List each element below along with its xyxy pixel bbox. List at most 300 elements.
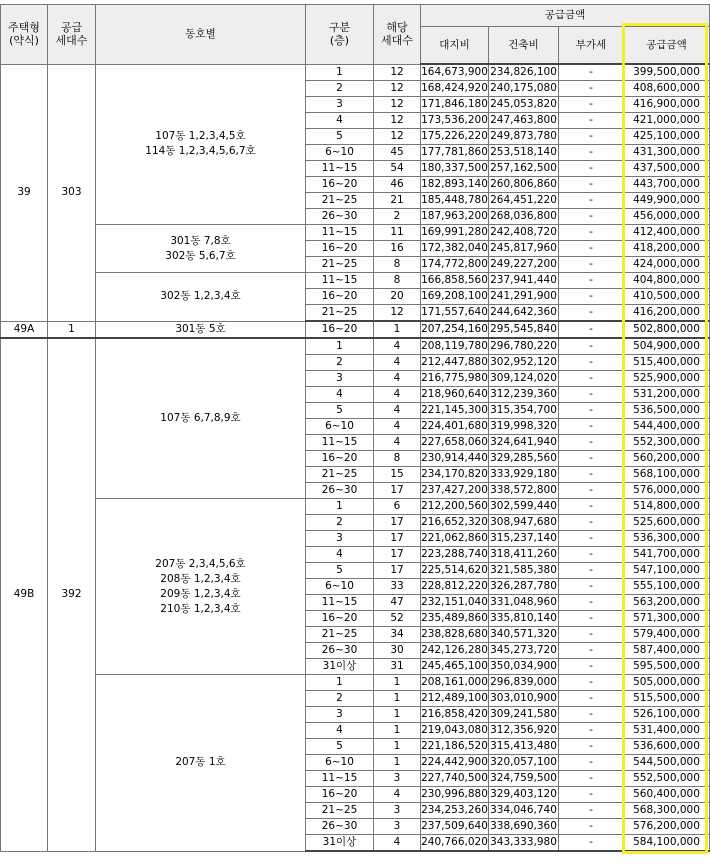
vat-cell: - (559, 755, 624, 771)
floor-cell: 11~15 (306, 273, 374, 289)
units-cell: 12 (374, 97, 421, 113)
floor-cell: 11~15 (306, 595, 374, 611)
building-cell: 338,572,800 (489, 483, 559, 499)
type-cell: 39 (1, 64, 48, 321)
floor-cell: 31이상 (306, 835, 374, 852)
vat-cell: - (559, 787, 624, 803)
floor-cell: 5 (306, 563, 374, 579)
units-cell: 47 (374, 595, 421, 611)
land-cell: 234,253,260 (421, 803, 489, 819)
building-cell: 343,333,980 (489, 835, 559, 852)
building-cell: 350,034,900 (489, 659, 559, 675)
total-cell: 515,400,000 (624, 355, 710, 371)
total-cell: 526,100,000 (624, 707, 710, 723)
dong-ho-cell: 301동 7,8호 302동 5,6,7호 (96, 225, 306, 273)
dong-ho-cell: 107동 6,7,8,9호 (96, 338, 306, 499)
units-cell: 1 (374, 739, 421, 755)
table-row (1, 675, 710, 691)
building-cell: 326,287,780 (489, 579, 559, 595)
vat-cell: - (559, 161, 624, 177)
total-cell: 424,000,000 (624, 257, 710, 273)
vat-cell: - (559, 659, 624, 675)
units-cell: 8 (374, 273, 421, 289)
vat-cell: - (559, 177, 624, 193)
land-cell: 221,145,300 (421, 403, 489, 419)
vat-cell: - (559, 515, 624, 531)
building-cell: 302,599,440 (489, 499, 559, 515)
building-cell: 303,010,900 (489, 691, 559, 707)
floor-cell: 21~25 (306, 627, 374, 643)
land-cell: 174,772,800 (421, 257, 489, 273)
total-cell: 576,200,000 (624, 819, 710, 835)
floor-cell: 6~10 (306, 145, 374, 161)
total-cell: 505,000,000 (624, 675, 710, 691)
floor-cell: 16~20 (306, 787, 374, 803)
land-cell: 218,960,640 (421, 387, 489, 403)
vat-cell: - (559, 499, 624, 515)
land-cell: 182,893,140 (421, 177, 489, 193)
vat-cell: - (559, 803, 624, 819)
land-cell: 185,448,780 (421, 193, 489, 209)
vat-cell: - (559, 241, 624, 257)
land-cell: 171,846,180 (421, 97, 489, 113)
total-cell: 437,500,000 (624, 161, 710, 177)
vat-cell: - (559, 225, 624, 241)
total-cell: 515,500,000 (624, 691, 710, 707)
dong-ho-cell: 207동 2,3,4,5,6호 208동 1,2,3,4호 209동 1,2,3,4호 210동 1,2,3,4호 (96, 499, 306, 675)
land-cell: 221,186,520 (421, 739, 489, 755)
vat-cell: - (559, 419, 624, 435)
floor-cell: 31이상 (306, 659, 374, 675)
floor-cell: 3 (306, 707, 374, 723)
total-cell: 552,300,000 (624, 435, 710, 451)
floor-cell: 26~30 (306, 483, 374, 499)
building-cell: 247,463,800 (489, 113, 559, 129)
total-cell: 416,200,000 (624, 305, 710, 322)
land-cell: 216,775,980 (421, 371, 489, 387)
total-cell: 504,900,000 (624, 338, 710, 355)
total-cell: 514,800,000 (624, 499, 710, 515)
floor-cell: 11~15 (306, 771, 374, 787)
building-cell: 309,241,580 (489, 707, 559, 723)
units-cell: 17 (374, 483, 421, 499)
vat-cell: - (559, 675, 624, 691)
land-cell: 173,536,200 (421, 113, 489, 129)
total-cell: 536,300,000 (624, 531, 710, 547)
vat-cell: - (559, 627, 624, 643)
land-cell: 216,858,420 (421, 707, 489, 723)
units-cell: 4 (374, 371, 421, 387)
land-cell: 242,126,280 (421, 643, 489, 659)
floor-cell: 16~20 (306, 611, 374, 627)
header-land: 대지비 (421, 27, 489, 65)
building-cell: 329,285,560 (489, 451, 559, 467)
land-cell: 245,465,100 (421, 659, 489, 675)
vat-cell: - (559, 483, 624, 499)
units-cell: 12 (374, 81, 421, 97)
total-cell: 584,100,000 (624, 835, 710, 852)
header-supply-amount: 공급금액 (421, 5, 710, 27)
floor-cell: 26~30 (306, 643, 374, 659)
land-cell: 175,226,220 (421, 129, 489, 145)
building-cell: 319,998,320 (489, 419, 559, 435)
vat-cell: - (559, 739, 624, 755)
total-cell: 544,400,000 (624, 419, 710, 435)
building-cell: 237,941,440 (489, 273, 559, 289)
building-cell: 312,239,360 (489, 387, 559, 403)
units-cell: 3 (374, 771, 421, 787)
building-cell: 333,929,180 (489, 467, 559, 483)
vat-cell: - (559, 691, 624, 707)
land-cell: 208,161,000 (421, 675, 489, 691)
units-cell: 17 (374, 515, 421, 531)
building-cell: 315,237,140 (489, 531, 559, 547)
building-cell: 240,175,080 (489, 81, 559, 97)
supply-count-cell: 392 (48, 338, 96, 851)
building-cell: 309,124,020 (489, 371, 559, 387)
table-row (1, 499, 710, 515)
vat-cell: - (559, 563, 624, 579)
total-cell: 416,900,000 (624, 97, 710, 113)
total-cell: 568,300,000 (624, 803, 710, 819)
vat-cell: - (559, 387, 624, 403)
vat-cell: - (559, 707, 624, 723)
land-cell: 240,766,020 (421, 835, 489, 852)
supply-count-cell: 1 (48, 321, 96, 338)
total-cell: 587,400,000 (624, 643, 710, 659)
units-cell: 12 (374, 305, 421, 322)
building-cell: 318,411,260 (489, 547, 559, 563)
floor-cell: 4 (306, 547, 374, 563)
units-cell: 8 (374, 451, 421, 467)
building-cell: 257,162,500 (489, 161, 559, 177)
vat-cell: - (559, 97, 624, 113)
building-cell: 244,642,360 (489, 305, 559, 322)
vat-cell: - (559, 771, 624, 787)
table-row (1, 64, 710, 81)
total-cell: 541,700,000 (624, 547, 710, 563)
land-cell: 228,812,220 (421, 579, 489, 595)
header-units: 해당 세대수 (374, 5, 421, 65)
dong-ho-cell: 302동 1,2,3,4호 (96, 273, 306, 322)
vat-cell: - (559, 835, 624, 852)
building-cell: 245,053,820 (489, 97, 559, 113)
vat-cell: - (559, 321, 624, 338)
units-cell: 45 (374, 145, 421, 161)
land-cell: 225,514,620 (421, 563, 489, 579)
land-cell: 227,740,500 (421, 771, 489, 787)
units-cell: 4 (374, 435, 421, 451)
building-cell: 315,413,480 (489, 739, 559, 755)
vat-cell: - (559, 643, 624, 659)
vat-cell: - (559, 579, 624, 595)
building-cell: 345,273,720 (489, 643, 559, 659)
land-cell: 168,424,920 (421, 81, 489, 97)
land-cell: 180,337,500 (421, 161, 489, 177)
land-cell: 208,119,780 (421, 338, 489, 355)
building-cell: 249,873,780 (489, 129, 559, 145)
floor-cell: 16~20 (306, 289, 374, 305)
floor-cell: 16~20 (306, 241, 374, 257)
type-cell: 49A (1, 321, 48, 338)
header-building: 건축비 (489, 27, 559, 65)
floor-cell: 2 (306, 355, 374, 371)
units-cell: 46 (374, 177, 421, 193)
building-cell: 334,046,740 (489, 803, 559, 819)
vat-cell: - (559, 305, 624, 322)
total-cell: 595,500,000 (624, 659, 710, 675)
building-cell: 241,291,900 (489, 289, 559, 305)
total-cell: 431,300,000 (624, 145, 710, 161)
land-cell: 177,781,860 (421, 145, 489, 161)
floor-cell: 3 (306, 531, 374, 547)
building-cell: 234,826,100 (489, 64, 559, 81)
vat-cell: - (559, 451, 624, 467)
dong-ho-cell: 207동 1호 (96, 675, 306, 852)
land-cell: 238,828,680 (421, 627, 489, 643)
vat-cell: - (559, 113, 624, 129)
units-cell: 2 (374, 209, 421, 225)
total-cell: 421,000,000 (624, 113, 710, 129)
floor-cell: 16~20 (306, 177, 374, 193)
land-cell: 237,427,200 (421, 483, 489, 499)
land-cell: 212,200,560 (421, 499, 489, 515)
vat-cell: - (559, 355, 624, 371)
dong-ho-cell: 301동 5호 (96, 321, 306, 338)
header-supply-count: 공급 세대수 (48, 5, 96, 65)
vat-cell: - (559, 257, 624, 273)
total-cell: 560,400,000 (624, 787, 710, 803)
vat-cell: - (559, 547, 624, 563)
floor-cell: 1 (306, 64, 374, 81)
floor-cell: 21~25 (306, 257, 374, 273)
floor-cell: 5 (306, 403, 374, 419)
units-cell: 8 (374, 257, 421, 273)
land-cell: 232,151,040 (421, 595, 489, 611)
building-cell: 324,641,940 (489, 435, 559, 451)
units-cell: 16 (374, 241, 421, 257)
floor-cell: 21~25 (306, 467, 374, 483)
building-cell: 331,048,960 (489, 595, 559, 611)
total-cell: 425,100,000 (624, 129, 710, 145)
building-cell: 308,947,680 (489, 515, 559, 531)
total-cell: 536,500,000 (624, 403, 710, 419)
floor-cell: 3 (306, 97, 374, 113)
total-cell: 552,500,000 (624, 771, 710, 787)
vat-cell: - (559, 145, 624, 161)
building-cell: 253,518,140 (489, 145, 559, 161)
land-cell: 224,442,900 (421, 755, 489, 771)
units-cell: 20 (374, 289, 421, 305)
total-cell: 531,400,000 (624, 723, 710, 739)
total-cell: 579,400,000 (624, 627, 710, 643)
units-cell: 4 (374, 355, 421, 371)
header-floor: 구분 (층) (306, 5, 374, 65)
land-cell: 219,043,080 (421, 723, 489, 739)
floor-cell: 1 (306, 675, 374, 691)
building-cell: 312,356,920 (489, 723, 559, 739)
building-cell: 245,817,960 (489, 241, 559, 257)
units-cell: 1 (374, 675, 421, 691)
building-cell: 315,354,700 (489, 403, 559, 419)
land-cell: 221,062,860 (421, 531, 489, 547)
floor-cell: 11~15 (306, 225, 374, 241)
floor-cell: 2 (306, 515, 374, 531)
building-cell: 329,403,120 (489, 787, 559, 803)
land-cell: 212,447,880 (421, 355, 489, 371)
vat-cell: - (559, 531, 624, 547)
units-cell: 6 (374, 499, 421, 515)
total-cell: 576,000,000 (624, 483, 710, 499)
vat-cell: - (559, 273, 624, 289)
floor-cell: 2 (306, 81, 374, 97)
total-cell: 568,100,000 (624, 467, 710, 483)
building-cell: 249,227,200 (489, 257, 559, 273)
land-cell: 166,858,560 (421, 273, 489, 289)
total-cell: 525,900,000 (624, 371, 710, 387)
total-cell: 443,700,000 (624, 177, 710, 193)
units-cell: 4 (374, 403, 421, 419)
units-cell: 54 (374, 161, 421, 177)
floor-cell: 11~15 (306, 435, 374, 451)
header-vat: 부가세 (559, 27, 624, 65)
total-cell: 525,600,000 (624, 515, 710, 531)
units-cell: 21 (374, 193, 421, 209)
vat-cell: - (559, 129, 624, 145)
building-cell: 340,571,320 (489, 627, 559, 643)
building-cell: 335,810,140 (489, 611, 559, 627)
vat-cell: - (559, 338, 624, 355)
total-cell: 531,200,000 (624, 387, 710, 403)
total-cell: 536,600,000 (624, 739, 710, 755)
units-cell: 52 (374, 611, 421, 627)
vat-cell: - (559, 371, 624, 387)
type-cell: 49B (1, 338, 48, 851)
floor-cell: 26~30 (306, 819, 374, 835)
vat-cell: - (559, 403, 624, 419)
supply-price-table (0, 4, 710, 852)
units-cell: 1 (374, 691, 421, 707)
land-cell: 235,489,860 (421, 611, 489, 627)
units-cell: 12 (374, 64, 421, 81)
floor-cell: 26~30 (306, 209, 374, 225)
units-cell: 3 (374, 819, 421, 835)
units-cell: 4 (374, 419, 421, 435)
units-cell: 17 (374, 531, 421, 547)
total-cell: 502,800,000 (624, 321, 710, 338)
land-cell: 234,170,820 (421, 467, 489, 483)
building-cell: 242,408,720 (489, 225, 559, 241)
land-cell: 224,401,680 (421, 419, 489, 435)
units-cell: 1 (374, 755, 421, 771)
building-cell: 264,451,220 (489, 193, 559, 209)
header-total: 공급금액 (624, 27, 710, 65)
building-cell: 324,759,500 (489, 771, 559, 787)
floor-cell: 6~10 (306, 755, 374, 771)
units-cell: 17 (374, 563, 421, 579)
land-cell: 171,557,640 (421, 305, 489, 322)
vat-cell: - (559, 723, 624, 739)
building-cell: 320,057,100 (489, 755, 559, 771)
floor-cell: 4 (306, 113, 374, 129)
total-cell: 456,000,000 (624, 209, 710, 225)
land-cell: 216,652,320 (421, 515, 489, 531)
header-type: 주택형 (약식) (1, 5, 48, 65)
units-cell: 1 (374, 723, 421, 739)
table-row (1, 225, 710, 241)
dong-ho-cell: 107동 1,2,3,4,5호 114동 1,2,3,4,5,6,7호 (96, 64, 306, 225)
land-cell: 169,208,100 (421, 289, 489, 305)
units-cell: 33 (374, 579, 421, 595)
table-row (1, 273, 710, 289)
floor-cell: 2 (306, 691, 374, 707)
floor-cell: 21~25 (306, 803, 374, 819)
floor-cell: 21~25 (306, 305, 374, 322)
total-cell: 399,500,000 (624, 64, 710, 81)
units-cell: 11 (374, 225, 421, 241)
vat-cell: - (559, 209, 624, 225)
building-cell: 296,780,220 (489, 338, 559, 355)
units-cell: 3 (374, 803, 421, 819)
land-cell: 164,673,900 (421, 64, 489, 81)
total-cell: 418,200,000 (624, 241, 710, 257)
units-cell: 1 (374, 707, 421, 723)
total-cell: 410,500,000 (624, 289, 710, 305)
vat-cell: - (559, 193, 624, 209)
land-cell: 237,509,640 (421, 819, 489, 835)
units-cell: 4 (374, 338, 421, 355)
floor-cell: 11~15 (306, 161, 374, 177)
units-cell: 12 (374, 129, 421, 145)
floor-cell: 1 (306, 499, 374, 515)
total-cell: 449,900,000 (624, 193, 710, 209)
floor-cell: 16~20 (306, 321, 374, 338)
total-cell: 560,200,000 (624, 451, 710, 467)
floor-cell: 16~20 (306, 451, 374, 467)
units-cell: 4 (374, 387, 421, 403)
units-cell: 12 (374, 113, 421, 129)
building-cell: 296,839,000 (489, 675, 559, 691)
land-cell: 230,914,440 (421, 451, 489, 467)
vat-cell: - (559, 611, 624, 627)
floor-cell: 5 (306, 739, 374, 755)
land-cell: 212,489,100 (421, 691, 489, 707)
total-cell: 408,600,000 (624, 81, 710, 97)
vat-cell: - (559, 819, 624, 835)
floor-cell: 6~10 (306, 419, 374, 435)
units-cell: 15 (374, 467, 421, 483)
units-cell: 34 (374, 627, 421, 643)
vat-cell: - (559, 64, 624, 81)
building-cell: 268,036,800 (489, 209, 559, 225)
price-table-body (1, 64, 710, 851)
total-cell: 547,100,000 (624, 563, 710, 579)
total-cell: 555,100,000 (624, 579, 710, 595)
land-cell: 169,991,280 (421, 225, 489, 241)
total-cell: 544,500,000 (624, 755, 710, 771)
land-cell: 172,382,040 (421, 241, 489, 257)
units-cell: 4 (374, 835, 421, 852)
vat-cell: - (559, 81, 624, 97)
land-cell: 230,996,880 (421, 787, 489, 803)
floor-cell: 5 (306, 129, 374, 145)
building-cell: 338,690,360 (489, 819, 559, 835)
total-cell: 412,400,000 (624, 225, 710, 241)
table-row (1, 338, 710, 355)
vat-cell: - (559, 595, 624, 611)
floor-cell: 4 (306, 723, 374, 739)
units-cell: 17 (374, 547, 421, 563)
